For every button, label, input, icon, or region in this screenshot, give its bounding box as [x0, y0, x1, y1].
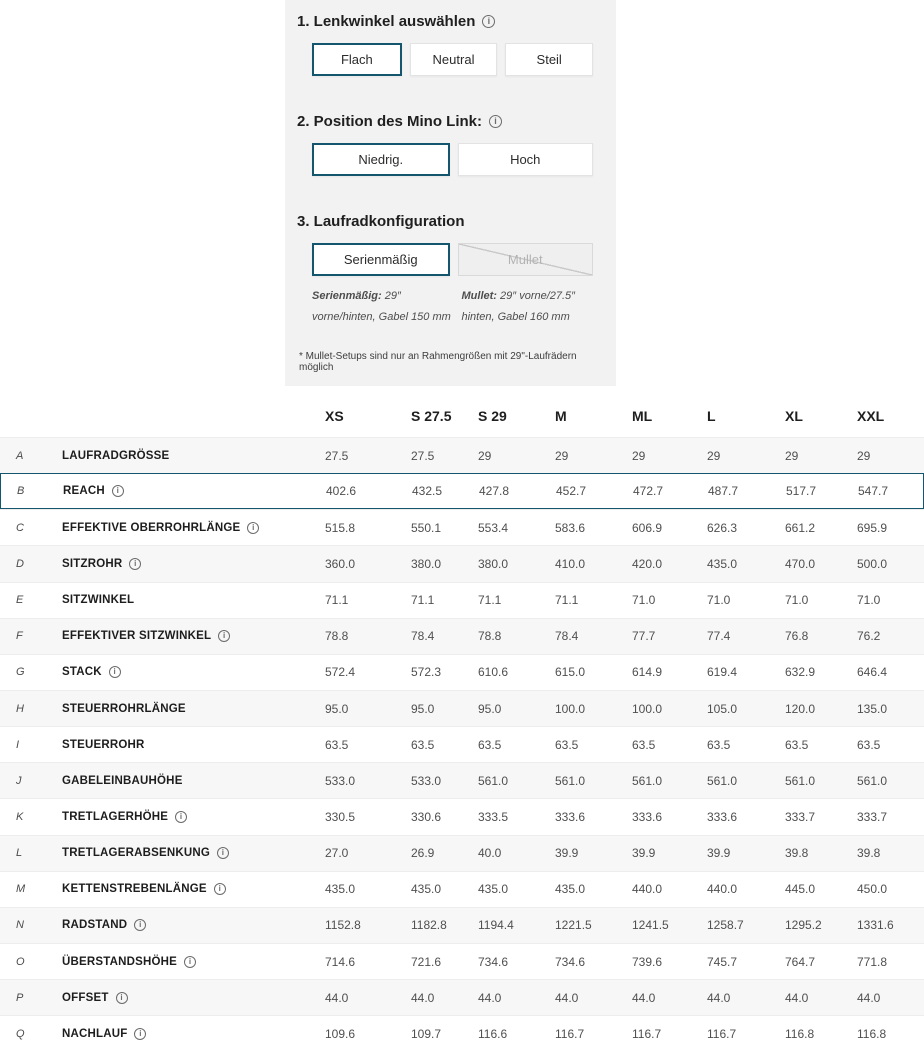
value-cell: 78.4 — [411, 629, 435, 644]
info-icon[interactable]: i — [214, 883, 226, 895]
value-cell: 63.5 — [707, 737, 731, 752]
value-cell: 1331.6 — [857, 918, 894, 933]
value-cell: 39.8 — [785, 846, 809, 861]
column-header-l: L — [707, 408, 716, 424]
row-letter: Q — [16, 1027, 25, 1040]
value-cell: 435.0 — [555, 882, 586, 897]
row-label — [62, 992, 325, 1004]
value-cell: 517.7 — [786, 484, 817, 499]
value-cell: 661.2 — [785, 520, 816, 535]
table-row-kettenstrebenlänge[interactable] — [0, 871, 924, 907]
info-icon[interactable]: i — [116, 992, 128, 1004]
table-row-effektiver-sitzwinkel[interactable] — [0, 618, 924, 654]
info-icon[interactable]: i — [109, 666, 121, 678]
row-label — [62, 522, 325, 534]
row-letter: P — [16, 991, 24, 1004]
row-label — [62, 1028, 325, 1040]
mullet-description — [462, 286, 603, 329]
option-button-steil[interactable]: Steil — [505, 43, 593, 76]
row-label-text: STEUERROHR — [62, 738, 145, 751]
value-cell: 44.0 — [857, 990, 881, 1005]
table-row-effektive-oberrohrlänge[interactable] — [0, 509, 924, 545]
column-header-s-29: S 29 — [478, 408, 507, 424]
row-label — [62, 847, 325, 859]
option-button-niedrig-[interactable]: Niedrig. — [312, 143, 450, 176]
value-cell: 1241.5 — [632, 918, 669, 933]
value-cell: 26.9 — [411, 846, 435, 861]
row-label-text: ÜBERSTANDSHÖHE — [62, 955, 178, 968]
value-cell: 734.6 — [555, 954, 586, 969]
info-icon[interactable]: i — [489, 115, 502, 128]
value-cell: 561.0 — [632, 773, 663, 788]
value-cell: 63.5 — [632, 737, 656, 752]
value-cell: 440.0 — [632, 882, 663, 897]
value-cell: 561.0 — [857, 773, 888, 788]
wheel-config-descriptions — [312, 286, 602, 329]
row-letter: F — [16, 630, 23, 643]
value-cell: 572.4 — [325, 665, 356, 680]
row-label — [62, 775, 325, 787]
value-cell: 714.6 — [325, 954, 356, 969]
row-letter: I — [16, 738, 20, 751]
value-cell: 615.0 — [555, 665, 586, 680]
row-letter: J — [16, 774, 22, 787]
mullet-description-text: 29″ vorne/27.5″ hinten, Gabel 160 mm — [461, 290, 576, 324]
step-title-head-angle — [297, 13, 605, 30]
table-row-reach[interactable] — [0, 473, 924, 509]
row-label-text: STEUERROHRLÄNGE — [62, 702, 186, 715]
value-cell: 561.0 — [707, 773, 738, 788]
row-label-text: NACHLAUF — [62, 1027, 128, 1040]
value-cell: 135.0 — [857, 701, 888, 716]
value-cell: 440.0 — [707, 882, 738, 897]
row-letter: D — [16, 557, 24, 570]
step-title-mino-link — [297, 113, 605, 130]
value-cell: 29 — [707, 448, 721, 463]
value-cell: 116.8 — [857, 1026, 887, 1041]
value-cell: 95.0 — [325, 701, 349, 716]
geometry-config-panel — [285, 0, 616, 386]
value-cell: 533.0 — [411, 773, 442, 788]
mullet-description-lead: Mullet: — [461, 290, 497, 302]
row-label — [62, 594, 325, 606]
info-icon[interactable]: i — [247, 522, 259, 534]
row-label-text: SITZROHR — [62, 557, 123, 570]
info-icon[interactable]: i — [175, 811, 187, 823]
step-title-text: 3. Laufradkonfiguration — [297, 213, 465, 230]
value-cell: 745.7 — [707, 954, 738, 969]
value-cell: 550.1 — [411, 520, 442, 535]
value-cell: 553.4 — [478, 520, 509, 535]
value-cell: 116.7 — [555, 1026, 585, 1041]
value-cell: 333.7 — [857, 809, 888, 824]
value-cell: 116.7 — [707, 1026, 737, 1041]
value-cell: 71.0 — [707, 593, 731, 608]
row-label — [62, 739, 325, 751]
value-cell: 561.0 — [478, 773, 509, 788]
row-label-text: RADSTAND — [62, 919, 128, 932]
value-cell: 76.2 — [857, 629, 881, 644]
option-button-flach[interactable]: Flach — [312, 43, 402, 76]
value-cell: 63.5 — [857, 737, 881, 752]
value-cell: 500.0 — [857, 556, 888, 571]
value-cell: 619.4 — [707, 665, 738, 680]
row-letter: M — [16, 883, 26, 896]
value-cell: 29 — [555, 448, 569, 463]
config-step-mino-link — [296, 113, 605, 176]
value-cell: 435.0 — [707, 556, 738, 571]
value-cell: 44.0 — [478, 990, 502, 1005]
table-row-gabeleinbauhöhe[interactable] — [0, 762, 924, 798]
value-cell: 39.9 — [555, 846, 579, 861]
row-letter: N — [16, 919, 24, 932]
value-cell: 420.0 — [632, 556, 663, 571]
value-cell: 515.8 — [325, 520, 356, 535]
value-cell: 583.6 — [555, 520, 586, 535]
value-cell: 333.7 — [785, 809, 816, 824]
value-cell: 1221.5 — [555, 918, 592, 933]
value-cell: 330.6 — [411, 809, 442, 824]
row-label-text: EFFEKTIVE OBERROHRLÄNGE — [62, 521, 241, 534]
value-cell: 78.8 — [478, 629, 502, 644]
geometry-table-body — [0, 437, 924, 1051]
value-cell: 44.0 — [707, 990, 731, 1005]
row-letter: G — [16, 666, 25, 679]
row-letter: K — [16, 810, 24, 823]
value-cell: 63.5 — [411, 737, 435, 752]
row-label — [62, 703, 325, 715]
value-cell: 71.1 — [478, 593, 502, 608]
value-cell: 646.4 — [857, 665, 888, 680]
value-cell: 44.0 — [325, 990, 349, 1005]
value-cell: 100.0 — [555, 701, 586, 716]
table-row-tretlagerhöhe[interactable] — [0, 798, 924, 834]
info-icon[interactable]: i — [184, 956, 196, 968]
value-cell: 330.5 — [325, 809, 356, 824]
mullet-footnote: * Mullet-Setups sind nur an Rahmengrößen mit 29"-Laufrädern möglich — [299, 350, 577, 373]
row-letter: E — [16, 594, 24, 607]
value-cell: 1258.7 — [707, 918, 744, 933]
value-cell: 29 — [857, 448, 871, 463]
value-cell: 427.8 — [479, 484, 510, 499]
value-cell: 71.1 — [555, 593, 579, 608]
row-letter: C — [16, 521, 24, 534]
value-cell: 435.0 — [325, 882, 356, 897]
value-cell: 27.5 — [411, 448, 435, 463]
value-cell: 380.0 — [478, 556, 509, 571]
column-header-xs: XS — [325, 408, 344, 424]
value-cell: 333.6 — [707, 809, 738, 824]
value-cell: 1194.4 — [478, 918, 514, 933]
value-cell: 410.0 — [555, 556, 586, 571]
value-cell: 771.8 — [857, 954, 888, 969]
row-letter: L — [16, 847, 23, 860]
value-cell: 572.3 — [411, 665, 442, 680]
value-cell: 487.7 — [708, 484, 739, 499]
row-label — [62, 956, 325, 968]
standard-description — [312, 286, 453, 329]
config-step-head-angle — [296, 13, 605, 76]
step-title-text: 1. Lenkwinkel auswählen — [297, 13, 476, 30]
value-cell: 78.8 — [325, 629, 349, 644]
info-icon[interactable]: i — [218, 630, 230, 642]
value-cell: 63.5 — [478, 737, 502, 752]
value-cell: 380.0 — [411, 556, 442, 571]
value-cell: 71.0 — [857, 593, 881, 608]
value-cell: 44.0 — [632, 990, 656, 1005]
table-row-nachlauf[interactable] — [0, 1015, 924, 1051]
value-cell: 77.7 — [632, 629, 656, 644]
row-label — [62, 666, 325, 678]
value-cell: 632.9 — [785, 665, 816, 680]
value-cell: 63.5 — [555, 737, 579, 752]
value-cell: 95.0 — [478, 701, 502, 716]
info-icon[interactable]: i — [134, 919, 146, 931]
info-icon[interactable]: i — [217, 847, 229, 859]
value-cell: 44.0 — [555, 990, 579, 1005]
row-label-text: TRETLAGERABSENKUNG — [62, 847, 210, 860]
value-cell: 1295.2 — [785, 918, 822, 933]
value-cell: 614.9 — [632, 665, 663, 680]
table-row-offset[interactable] — [0, 979, 924, 1015]
option-button-serienm-ig[interactable]: Serienmäßig — [312, 243, 450, 276]
value-cell: 40.0 — [478, 846, 502, 861]
value-cell: 606.9 — [632, 520, 663, 535]
row-letter: A — [16, 449, 24, 462]
value-cell: 63.5 — [325, 737, 349, 752]
value-cell: 120.0 — [785, 701, 816, 716]
column-header-m: M — [555, 408, 567, 424]
value-cell: 450.0 — [857, 882, 888, 897]
step-title-text: 2. Position des Mino Link: — [297, 113, 483, 130]
value-cell: 39.8 — [857, 846, 881, 861]
value-cell: 29 — [632, 448, 646, 463]
value-cell: 435.0 — [478, 882, 509, 897]
value-cell: 470.0 — [785, 556, 816, 571]
row-label — [62, 919, 325, 931]
value-cell: 39.9 — [707, 846, 731, 861]
value-cell: 445.0 — [785, 882, 816, 897]
value-cell: 29 — [785, 448, 799, 463]
value-cell: 472.7 — [633, 484, 664, 499]
value-cell: 109.7 — [411, 1026, 442, 1041]
value-cell: 71.0 — [632, 593, 656, 608]
table-row-radstand[interactable] — [0, 907, 924, 943]
row-label-text: SITZWINKEL — [62, 594, 135, 607]
value-cell: 71.1 — [325, 593, 349, 608]
option-button-hoch[interactable]: Hoch — [458, 143, 594, 176]
row-label — [62, 558, 325, 570]
value-cell: 1152.8 — [325, 918, 361, 933]
value-cell: 695.9 — [857, 520, 888, 535]
info-icon[interactable]: i — [482, 15, 495, 28]
column-header-ml: ML — [632, 408, 653, 424]
row-label — [62, 883, 325, 895]
row-label-text: GABELEINBAUHÖHE — [62, 774, 183, 787]
value-cell: 95.0 — [411, 701, 435, 716]
value-cell: 100.0 — [632, 701, 663, 716]
value-cell: 63.5 — [785, 737, 809, 752]
head-angle-options — [312, 43, 593, 76]
value-cell: 739.6 — [632, 954, 663, 969]
geometry-table — [0, 395, 924, 1051]
value-cell: 76.8 — [785, 629, 809, 644]
row-label — [62, 450, 325, 462]
option-button-mullet[interactable]: Mullet — [458, 243, 594, 276]
value-cell: 360.0 — [325, 556, 356, 571]
row-label-text: EFFEKTIVER SITZWINKEL — [62, 630, 212, 643]
value-cell: 435.0 — [411, 882, 442, 897]
row-label-text: LAUFRADGRÖSSE — [62, 449, 170, 462]
value-cell: 27.0 — [325, 846, 349, 861]
value-cell: 561.0 — [785, 773, 816, 788]
value-cell: 29 — [478, 448, 492, 463]
row-label — [63, 485, 326, 497]
row-letter: H — [16, 702, 24, 715]
value-cell: 109.6 — [325, 1026, 356, 1041]
row-label-text: OFFSET — [62, 991, 109, 1004]
value-cell: 39.9 — [632, 846, 656, 861]
table-row-stack[interactable] — [0, 654, 924, 690]
value-cell: 27.5 — [325, 448, 349, 463]
value-cell: 116.8 — [785, 1026, 815, 1041]
value-cell: 1182.8 — [411, 918, 447, 933]
row-label-text: STACK — [62, 666, 102, 679]
value-cell: 402.6 — [326, 484, 357, 499]
column-header-xxl: XXL — [857, 408, 885, 424]
info-icon[interactable]: i — [129, 558, 141, 570]
value-cell: 333.6 — [555, 809, 586, 824]
config-step-wheel-config — [296, 213, 605, 276]
table-row-laufradgrösse[interactable] — [0, 437, 924, 473]
value-cell: 105.0 — [707, 701, 738, 716]
value-cell: 44.0 — [785, 990, 809, 1005]
value-cell: 116.7 — [632, 1026, 662, 1041]
row-letter: B — [17, 485, 25, 498]
value-cell: 71.0 — [785, 593, 809, 608]
mino-link-options — [312, 143, 593, 176]
value-cell: 533.0 — [325, 773, 356, 788]
row-label-text: REACH — [63, 485, 105, 498]
value-cell: 333.6 — [632, 809, 663, 824]
value-cell: 721.6 — [411, 954, 442, 969]
value-cell: 432.5 — [412, 484, 443, 499]
value-cell: 71.1 — [411, 593, 435, 608]
value-cell: 626.3 — [707, 520, 738, 535]
value-cell: 44.0 — [411, 990, 435, 1005]
value-cell: 561.0 — [555, 773, 586, 788]
info-icon[interactable]: i — [112, 485, 124, 497]
value-cell: 734.6 — [478, 954, 509, 969]
column-header-xl: XL — [785, 408, 803, 424]
row-letter: O — [16, 955, 25, 968]
table-row-überstandshöhe[interactable] — [0, 943, 924, 979]
table-row-steuerrohr[interactable] — [0, 726, 924, 762]
table-row-sitzrohr[interactable] — [0, 545, 924, 581]
table-row-steuerrohrlänge[interactable] — [0, 690, 924, 726]
value-cell: 78.4 — [555, 629, 579, 644]
value-cell: 116.6 — [478, 1026, 508, 1041]
row-label-text: KETTENSTREBENLÄNGE — [62, 883, 207, 896]
value-cell: 547.7 — [858, 484, 889, 499]
value-cell: 452.7 — [556, 484, 587, 499]
value-cell: 610.6 — [478, 665, 509, 680]
standard-description-text: 29″ vorne/hinten, Gabel 150 mm — [312, 290, 451, 324]
wheel-config-options — [312, 243, 593, 276]
value-cell: 764.7 — [785, 954, 816, 969]
table-row-sitzwinkel[interactable] — [0, 582, 924, 618]
option-button-neutral[interactable]: Neutral — [410, 43, 498, 76]
row-label — [62, 630, 325, 642]
table-row-tretlagerabsenkung[interactable] — [0, 835, 924, 871]
standard-description-lead: Serienmäßig: — [312, 290, 382, 302]
row-label-text: TRETLAGERHÖHE — [62, 810, 169, 823]
geometry-table-header — [0, 395, 924, 437]
row-label — [62, 811, 325, 823]
value-cell: 77.4 — [707, 629, 731, 644]
info-icon[interactable]: i — [134, 1028, 146, 1040]
column-header-s-27-5: S 27.5 — [411, 408, 452, 424]
step-title-wheel-config — [297, 213, 605, 230]
value-cell: 333.5 — [478, 809, 509, 824]
